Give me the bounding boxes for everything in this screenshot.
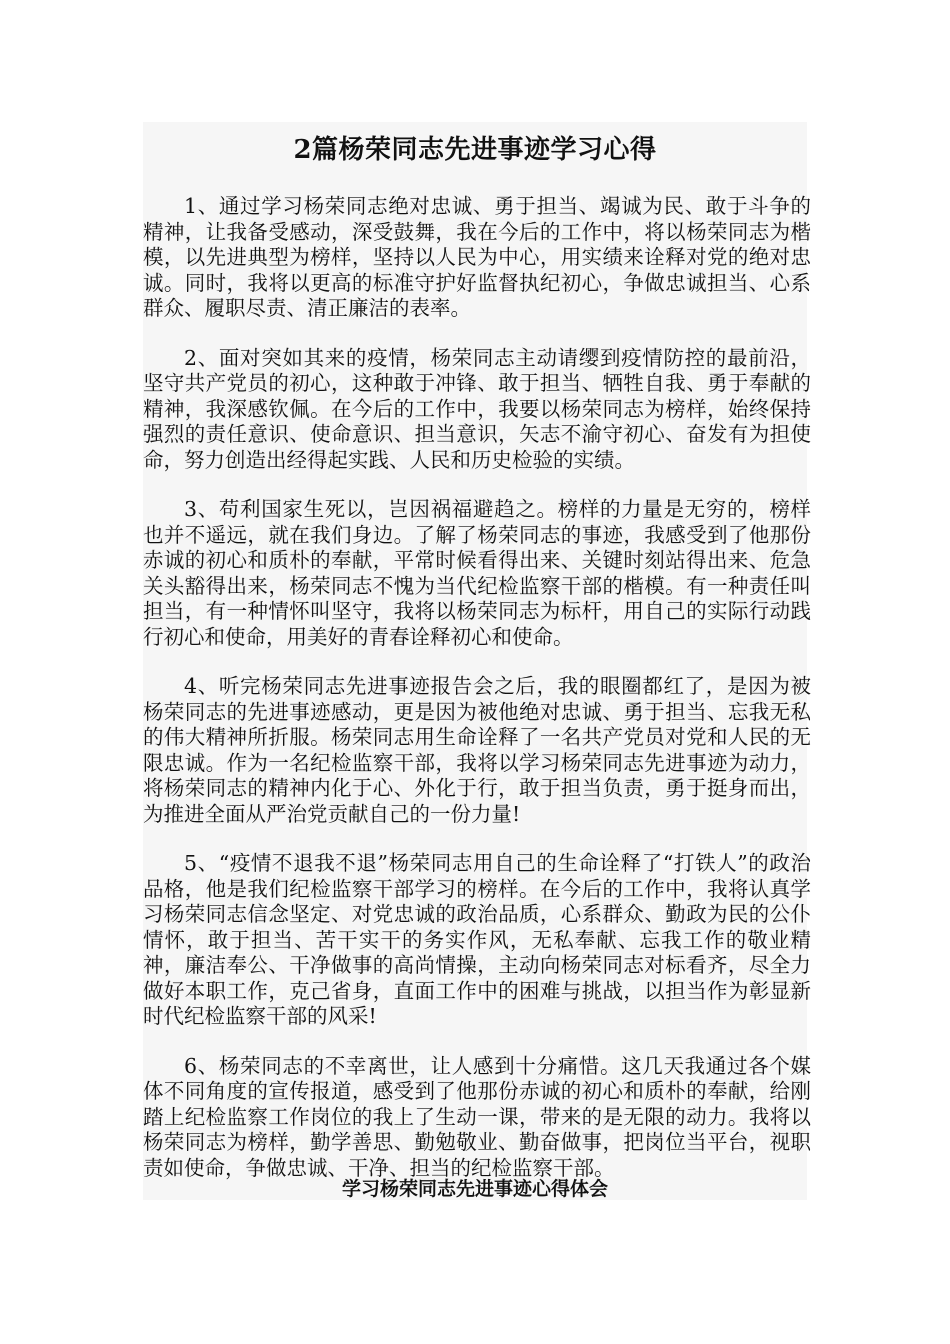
paragraph-2: 2、面对突如其来的疫情，杨荣同志主动请缨到疫情防控的最前沿，坚守共产党员的初心，这种敢于冲锋、敢于担当、牺牲自我、勇于奉献的精神，我深感钦佩。在今后的工作中，我要以杨荣同志为榜样，始终保持强烈的责任意识、使命意识、担当意识，矢志不渝守初心、奋发有为担使命，努力创造出经得起实践、人民和历史检验的实绩。 <box>143 345 811 472</box>
document-title: 2篇杨荣同志先进事迹学习心得 <box>293 135 657 165</box>
document-body <box>143 194 811 1205</box>
paragraph-5: 5、“疫情不退我不退”杨荣同志用自己的生命诠释了“打铁人”的政治品格，他是我们纪检监察干部学习的榜样。在今后的工作中，我将认真学习杨荣同志信念坚定、对党忠诚的政治品质，心系群众、勤政为民的公仆情怀，敢于担当、苦干实干的务实作风，无私奉献、忘我工作的敬业精神，廉洁奉公、干净做事的高尚情操，主动向杨荣同志对标看齐，尽全力做好本职工作，克己省身，直面工作中的困难与挑战，以担当作为彰显新时代纪检监察干部的风采! <box>143 851 811 1028</box>
section-subtitle: 学习杨荣同志先进事迹心得体会 <box>341 1178 608 1200</box>
paragraph-1: 1、通过学习杨荣同志绝对忠诚、勇于担当、竭诚为民、敢于斗争的精神，让我备受感动，深受鼓舞，我在今后的工作中，将以杨荣同志为楷模，以先进典型为榜样，坚持以人民为中心，用实绩来诠释对党的绝对忠诚。同时，我将以更高的标准守护好监督执纪初心，争做忠诚担当、心系群众、履职尽责、清正廉洁的表率。 <box>143 194 811 320</box>
paragraph-6: 6、杨荣同志的不幸离世，让人感到十分痛惜。这几天我通过各个媒体不同角度的宣传报道，感受到了他那份赤诚的初心和质朴的奉献，给刚踏上纪检监察工作岗位的我上了生动一课，带来的是无限的动力。我将以杨荣同志为榜样，勤学善思、勤勉敬业、勤奋做事，把岗位当平台，视职责如使命，争做忠诚、干净、担当的纪检监察干部。 <box>143 1053 811 1180</box>
paragraph-4: 4、听完杨荣同志先进事迹报告会之后，我的眼圈都红了，是因为被杨荣同志的先进事迹感动，更是因为被他绝对忠诚、勇于担当、忘我无私的伟大精神所折服。杨荣同志用生命诠释了一名共产党员对党和人民的无限忠诚。作为一名纪检监察干部，我将以学习杨荣同志先进事迹为动力，将杨荣同志的精神内化于心、外化于行，敢于担当负责，勇于挺身而出，为推进全面从严治党贡献自己的一份力量! <box>143 674 811 826</box>
paragraph-3: 3、苟利国家生死以，岂因祸福避趋之。榜样的力量是无穷的，榜样也并不遥远，就在我们身边。了解了杨荣同志的事迹，我感受到了他那份赤诚的初心和质朴的奉献，平常时候看得出来、关键时刻站得出来、危急关头豁得出来，杨荣同志不愧为当代纪检监察干部的楷模。有一种责任叫担当，有一种情怀叫坚守，我将以杨荣同志为标杆，用自己的实际行动践行初心和使命，用美好的青春诠释初心和使命。 <box>143 497 811 649</box>
